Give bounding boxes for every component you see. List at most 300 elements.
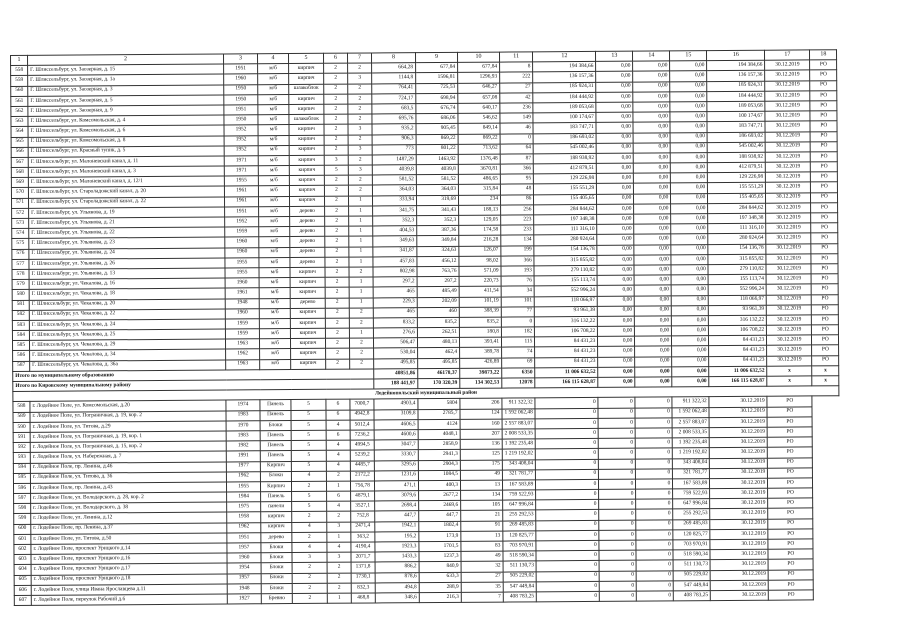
table-cell: 840,9 [419,562,461,572]
table-cell: 400,3 [418,480,460,490]
table-cell: Г. Шлиссельбург, ул. Чекалова, д. 29 [29,339,225,351]
table-cell: 703 970,91 [503,541,536,551]
table-cell: 0,00 [597,153,634,163]
table-cell: 1 [349,206,373,216]
table-cell: 0 [636,489,673,499]
table-cell: 835,2 [459,317,501,327]
table-cell: 2 [325,206,349,216]
table-cell: Кирпич [260,461,291,471]
table-cell: 1 [349,328,373,338]
table-cell: 4606,5 [374,419,418,429]
table-cell: Г. Шлиссельбург, ул. Ульянова, д. 21 [29,217,225,229]
table-cell: 1959 [225,227,259,237]
table-cell: 202,09 [417,297,459,307]
table-cell: 0,00 [670,91,707,101]
table-cell: дерево [290,247,325,257]
table-cell: 460 [417,307,459,317]
table-cell: 4879,1 [351,491,375,501]
table-cell: 348,6 [375,593,419,603]
table-cell: РО [810,101,837,111]
table-cell: 125 [460,449,502,459]
table-cell: 30.12.2019 [710,437,768,448]
table-cell: 30.12.2019 [766,223,811,234]
table-cell: 0 [535,428,598,439]
total-value: 11 006 632,52 [535,367,598,378]
table-cell: 186 693,02 [707,132,765,143]
table-cell: 584 [12,330,29,340]
table-cell: 0,00 [597,255,634,265]
table-cell: 0 [536,459,599,470]
total-value: 6350 [502,368,535,378]
table-cell: 155 405,65 [708,193,766,204]
table-cell: г. Лодейное Поле, пр. Ленина, д.37 [31,523,227,535]
table-cell: 4485,7 [350,460,374,470]
table-cell: кирпич [290,288,325,298]
table-cell: 703 970,91 [673,540,710,550]
table-cell: 30.12.2019 [710,519,768,530]
table-cell: 0 [637,591,674,601]
table-cell: 4 [326,420,350,430]
table-cell: 0,00 [634,255,671,265]
table-cell: 74 [502,347,535,357]
table-cell: кирпич [291,359,326,369]
table-cell: 4 [326,450,350,460]
table-cell: 0,00 [634,204,671,214]
table-cell: дерево [290,257,325,267]
table-cell: 583 [12,320,29,330]
table-cell: кирпич [291,349,326,359]
table-cell: 129 226,98 [534,174,597,185]
table-cell: 647 996,84 [673,499,710,509]
table-cell: 530,04 [374,348,418,358]
table-cell: 366 [500,164,533,174]
table-cell: 167 583,89 [673,478,710,488]
table-cell: 136 [460,439,502,449]
table-cell: РО [768,559,813,570]
table-cell: 30.12.2019 [767,294,812,305]
table-cell: 567 [11,157,28,167]
table-cell: 2 [325,287,349,297]
table-cell: 1487,29 [372,155,416,165]
table-cell: РО [810,60,837,70]
table-cell: 30.12.2019 [767,325,812,336]
table-cell: кирпич [290,267,325,277]
table-cell: 1 [349,226,373,236]
table-cell: 2 [349,318,373,328]
table-cell: Блоки [261,543,292,553]
table-cell: 2471,4 [351,522,375,532]
table-cell: 352,3 [373,216,417,226]
table-cell: 2 [325,226,349,236]
table-cell: 906,3 [372,134,416,144]
table-cell: 546,62 [458,113,500,123]
table-cell: 677,84 [458,62,500,72]
table-cell: 64 [500,144,533,154]
total-value: х [812,376,839,386]
table-cell: 0,00 [596,72,633,82]
table-cell: кирпич [290,328,325,338]
table-cell: 0 [536,530,599,541]
table-cell: 640,17 [458,103,500,113]
table-cell: 167 583,89 [502,480,535,490]
table-cell: 591 [13,432,30,442]
total-value: 188 441,97 [374,379,418,389]
table-cell: 2 [292,593,327,603]
table-cell: 393,41 [459,337,501,347]
table-cell: 0,00 [596,102,633,112]
table-cell: 315 855,82 [534,255,597,266]
table-cell: 1952 [225,217,259,227]
table-cell: 686,06 [416,113,458,123]
table-cell: Блоки [260,471,291,481]
table-cell: дерево [290,298,325,308]
table-cell: 1 [326,481,350,491]
table-cell: 590 [13,422,30,432]
table-cell: 2 [348,114,372,124]
table-cell: 30.12.2019 [767,345,812,356]
table-cell: 1951 [227,533,261,543]
table-cell: 0,00 [634,285,671,295]
table-cell: 0,00 [671,153,708,163]
table-cell: г. Лодейное Поле, пр. Ленина, д.46 [30,461,226,473]
table-cell: 1975 [227,502,261,512]
table-cell: 48 [500,184,533,194]
table-cell: 183 747,71 [533,123,596,134]
table-cell: кирпич [261,522,292,532]
table-cell: 0 [535,398,598,409]
table-cell: кирпич [289,135,324,145]
table-cell: 505 229,02 [673,570,710,580]
table-cell: 197 348,38 [708,213,766,224]
table-cell: 869,22 [416,134,458,144]
table-cell: РО [810,121,837,131]
table-cell: Г. Шлиссельбург, ул. Комсомольская, д. 6 [28,125,224,137]
table-cell: 0 [599,520,636,530]
table-cell: 5 [291,400,326,410]
table-cell: 2 [348,185,372,195]
table-cell: 297,2 [417,276,459,286]
table-cell: Г. Шлиссельбург, ул. Ульянова, д. 13 [29,268,225,280]
table-cell: 0,00 [635,295,672,305]
table-cell: кирпич [261,512,292,522]
table-cell: РО [811,152,838,162]
table-cell: 154 136,78 [534,245,597,256]
table-cell: 0,00 [671,214,708,224]
table-cell: 0,00 [633,81,670,91]
table-cell: 30.12.2019 [709,407,767,418]
table-cell: 5 [324,165,348,175]
table-cell: 5012,4 [350,420,374,430]
table-cell: РО [768,508,813,519]
table-cell: 188,13 [459,205,501,215]
table-cell: Панель [260,441,291,451]
table-cell: РО [767,417,812,428]
table-cell: 0,00 [672,356,709,366]
table-cell: 1959 [225,329,259,339]
table-cell: Г. Шлиссельбург, ул. Староладожский канал, д. 22 [28,197,224,209]
table-cell: 408 783,25 [503,592,536,602]
table-cell: 155 113,74 [534,276,597,287]
table-cell: м/б [258,115,289,125]
table-cell: 581 [12,300,29,310]
table-cell: 657,08 [458,93,500,103]
table-cell: 2 [292,563,327,573]
table-cell: 0,00 [672,316,709,326]
table-cell: 284 844,62 [708,203,766,214]
table-cell: 134 [501,235,534,245]
column-number: 11 [499,52,532,62]
table-cell: 30.12.2019 [767,356,812,367]
table-cell: 324,63 [417,246,459,256]
table-cell: 0 [599,540,636,550]
table-cell: г. Лодейное Поле, ул. Набережная, д. 7 [30,451,226,463]
table-cell: 0,00 [634,275,671,285]
total-value: 12078 [502,378,535,388]
table-cell: 545 002,46 [707,142,765,153]
table-cell: 4039,8 [372,165,416,175]
table-cell: 1951 [224,64,258,74]
table-cell: м/б [259,247,290,257]
table-cell: РО [768,549,813,560]
total-value: х [767,376,812,387]
table-cell: 752,8 [351,511,375,521]
table-cell: 0 [636,469,673,479]
table-cell: 0,00 [634,153,671,163]
table-cell: 480,13 [417,338,459,348]
table-cell: РО [768,437,813,448]
table-cell: м/б [258,176,289,186]
table-cell: 234 [458,195,500,205]
table-cell: 30.12.2019 [710,560,768,571]
table-cell: 447,7 [375,511,419,521]
table-cell: г. Лодейное Поле, ул. Володарского, д. 28, кор. 2 [31,492,227,504]
table-cell: 1 [349,257,373,267]
table-cell: РО [810,111,837,121]
table-cell: м/б [259,217,290,227]
total-value: 166 115 628,87 [535,377,598,388]
table-cell: 111 316,10 [534,225,597,236]
table-cell: 160 [460,419,502,429]
table-cell: 0,00 [635,306,672,316]
table-cell: РО [768,447,813,458]
table-cell: РО [812,335,839,345]
table-cell: 1948 [227,584,261,594]
table-cell: Кирпич [260,481,291,491]
table-cell: 316 132,22 [709,315,767,326]
table-cell: м/б [259,257,290,267]
table-cell: 5 [291,461,326,471]
table-cell: 886,2 [375,562,419,572]
table-cell: 2 [348,175,372,185]
table-cell: 0,00 [633,132,670,142]
table-cell: Г. Шлиссельбург, ул. Заозерная, д. 5 [28,95,224,107]
table-cell: 1950 [224,95,258,105]
table-cell: 577 [12,259,29,269]
table-cell: 878,6 [375,572,419,582]
table-cell: 0 [535,408,598,419]
table-cell: 194 384,66 [707,60,765,71]
table-cell: 0 [536,520,599,531]
table-cell: 0,00 [596,112,633,122]
table-cell: 0,00 [598,357,635,367]
table-cell: 1463,92 [416,154,458,164]
table-cell: РО [812,294,839,304]
table-cell: Г. Шлиссельбург, ул. Комсомольская, д. 8 [28,136,224,148]
table-cell: 42 [500,93,533,103]
table-cell: 581,52 [372,175,416,185]
table-cell: 0 [536,479,599,490]
table-cell: 1958 [227,512,261,522]
table-cell: 0,00 [597,265,634,275]
table-cell: РО [769,590,814,601]
table-cell: 0,00 [671,163,708,173]
table-cell: 2 557 883,07 [502,419,535,429]
total-value: 46178,37 [418,368,460,378]
table-cell: кирпич [289,104,324,114]
table-cell: кирпич [289,145,324,155]
table-cell: РО [810,80,837,90]
table-cell: 216,3 [419,592,461,602]
total-value: 0,00 [672,377,709,387]
table-cell: Г. Шлиссельбург, ул. Заозерная, д. 9 [28,105,224,117]
table-cell: 279 110,82 [534,265,597,276]
column-number: 9 [415,52,457,62]
table-cell: 0,00 [597,245,634,255]
table-cell: 607 [14,595,31,605]
table-cell: м/б [259,227,290,237]
table-cell: 30.12.2019 [765,91,810,102]
table-cell: 759 522,93 [673,489,710,499]
table-cell: 186 693,02 [533,133,596,144]
table-cell: 4 [292,542,327,552]
total-label: Итого по муниципальному образованию [13,369,374,382]
table-cell: 3 [348,145,372,155]
table-cell: 0 [599,489,636,499]
table-cell: 6 [326,400,350,410]
total-value: 0,00 [672,366,709,376]
table-cell: 316 132,22 [535,316,598,327]
table-cell: 4 [292,522,327,532]
table-cell: 100 174,67 [707,111,765,122]
table-cell: 0,00 [634,214,671,224]
table-cell: 0,00 [671,173,708,183]
table-cell: 0 [598,398,635,408]
table-cell: 1983 [226,410,260,420]
table-cell: 0,00 [672,295,709,305]
table-cell: 4190,4 [351,542,375,552]
table-cell: 4903,4 [374,399,418,409]
column-number: 12 [533,51,596,62]
table-cell: 2 [350,348,374,358]
table-cell: Г. Шлиссельбург, ул. Ульянова, д. 22 [29,227,225,239]
table-cell: 511 130,73 [673,560,710,570]
table-cell: 0,00 [597,204,634,214]
table-cell: 2785,7 [418,409,460,419]
table-cell: 911 322,32 [502,398,535,408]
table-cell: 0,00 [671,183,708,193]
table-cell: 30.12.2019 [767,315,812,326]
table-cell: 0,00 [633,92,670,102]
table-cell: 1960 [225,308,259,318]
table-cell: 465 [373,307,417,317]
table-cell: 207 [460,429,502,439]
table-cell: 0,00 [598,296,635,306]
table-cell: 0,00 [596,143,633,153]
table-cell: дерево [290,237,325,247]
table-cell: дерево [261,532,292,542]
table-cell: 2 [325,318,349,328]
table-cell: 6 [327,491,351,501]
table-cell: 0 [536,510,599,521]
table-cell: 764,41 [372,83,416,93]
column-number: 18 [810,50,837,60]
table-cell: 0 [537,581,600,592]
table-cell: 2 [325,247,349,257]
table-cell: 511 130,73 [503,561,536,571]
total-value: 170 320,39 [418,378,460,388]
table-cell: Г. Шлиссельбург, ул. Ульянова, д. 23 [29,237,225,249]
table-cell: 352,3 [417,215,459,225]
table-cell: 1951 [225,207,259,217]
table-cell: 2 [327,512,351,522]
table-cell: 0,00 [598,306,635,316]
table-cell: 84 431,23 [709,346,767,357]
table-cell: 2 [324,84,348,94]
table-cell: 30.12.2019 [710,498,768,509]
table-cell: 1376,48 [458,154,500,164]
table-cell: 2 [324,175,348,185]
table-cell: кирпич [289,165,324,175]
table-cell: 6 [326,410,350,420]
table-cell: 1960 [225,278,259,288]
table-cell: 2 [292,532,327,542]
table-cell: 575 [12,239,29,249]
table-cell: Г. Шлиссельбург, ул. Чекалова, д. 22 [29,309,225,321]
table-cell: 0,00 [598,326,635,336]
table-cell: 111 316,10 [708,223,766,234]
total-value: 0,00 [598,367,635,377]
table-cell: 2 [327,583,351,593]
table-cell: 5 [292,502,327,512]
table-cell: 0,00 [634,183,671,193]
table-cell: 0 [599,459,636,469]
table-cell: 935,2 [372,124,416,134]
table-cell: 118 066,97 [535,296,598,307]
table-cell: 0,00 [633,112,670,122]
table-cell: 1927 [227,594,261,604]
table-cell: 1 [349,236,373,246]
table-cell: 1 [349,216,373,226]
table-cell: м/б [259,329,290,339]
table-cell: 188 938,92 [708,152,766,163]
table-cell: Блоки [261,573,292,583]
table-cell: РО [768,488,813,499]
table-cell: 4 [291,471,326,481]
table-cell: 2 [324,74,348,84]
table-cell: 0 [636,570,673,580]
table-cell: 2 [325,257,349,267]
table-cell: РО [768,580,813,591]
table-cell: 2 [348,94,372,104]
table-cell: Г. Шлиссельбург, ул. Чекалова, д. 36а [30,360,226,372]
table-cell: 571,09 [459,266,501,276]
table-cell: 0,00 [633,143,670,153]
table-cell: 0 [599,510,636,520]
table-cell: 1961 [224,196,258,206]
table-cell: 276,6 [373,328,417,338]
table-cell: 115 [501,337,534,347]
column-number: 17 [765,50,810,61]
